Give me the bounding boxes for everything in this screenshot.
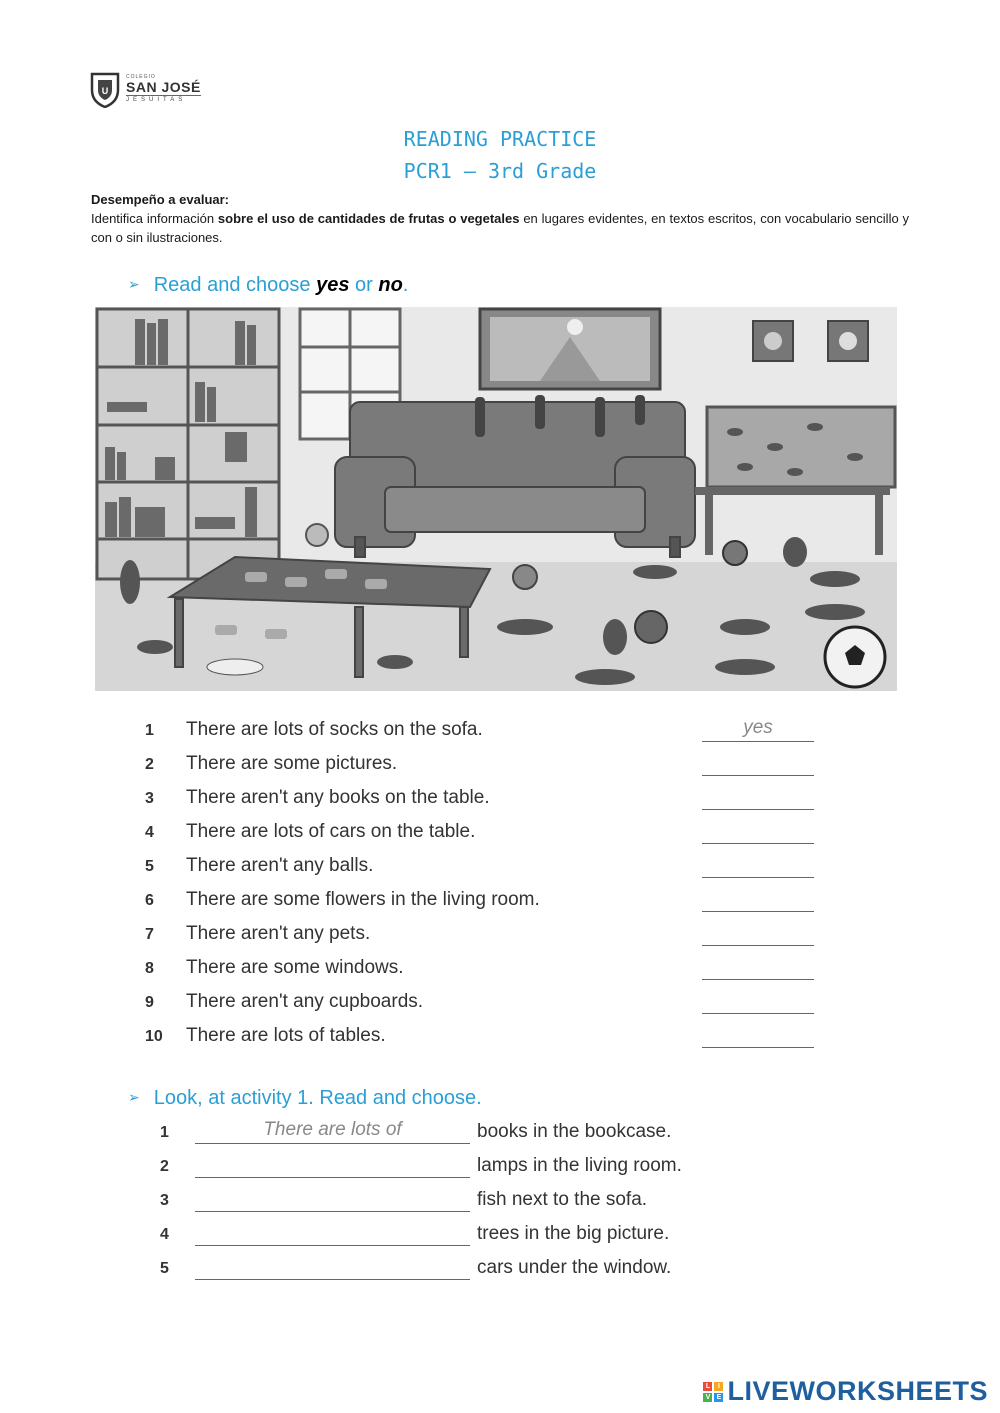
answer-field[interactable] [702,957,814,980]
item-text: There are lots of socks on the sofa. [186,719,483,740]
item-number: 2 [160,1158,169,1175]
item-number: 1 [160,1124,169,1141]
item-number: 5 [160,1260,169,1277]
liveworksheets-brand: LIVEWORKSHEETS [727,1376,988,1406]
list-item [145,821,825,851]
item-text: books in the bookcase. [477,1121,672,1142]
answer-field[interactable] [195,1189,470,1212]
school-logo [90,70,201,108]
item-number: 1 [145,722,154,739]
answer-field[interactable] [702,991,814,1014]
desempeno-text-part2: en lugares evidentes, en textos escritos, con vocabulario sencillo y con o sin ilustraciones. [91,211,910,245]
page-title: READING PRACTICE [403,127,597,151]
item-text: There are some windows. [186,957,404,978]
item-text: There are some pictures. [186,753,398,774]
answer-field[interactable] [702,1025,814,1048]
answer-field[interactable] [702,753,814,776]
answer-field[interactable] [702,821,814,844]
instruction-text: Look, at activity 1. Read and choose. [153,1087,482,1109]
list-item [160,1155,760,1185]
crest-icon [90,70,120,108]
list-item [160,1223,760,1253]
item-number: 4 [160,1226,169,1243]
desempeno-text-part1: Identifica información [91,211,218,226]
item-text: lamps in the living room. [477,1155,682,1176]
answer-field[interactable]: There are lots of [195,1121,470,1144]
answer-field[interactable] [702,889,814,912]
list-item [145,787,825,817]
item-text: There are some flowers in the living room. [186,889,540,910]
list-item [145,889,825,919]
instruction-yes: yes [316,274,350,296]
list-item [145,991,825,1021]
desempeno-heading: Desempeño a evaluar: [91,192,230,207]
answer-field[interactable]: yes [702,719,814,742]
list-item [145,1025,825,1055]
item-text: There are lots of tables. [186,1025,386,1046]
list-item [145,957,825,987]
item-number: 6 [145,892,154,909]
item-text: There are lots of cars on the table. [186,821,476,842]
grid-letter: V [703,1393,712,1402]
item-text: There aren't any books on the table. [186,787,490,808]
activity2-instruction [128,1087,482,1110]
item-text: There aren't any cupboards. [186,991,424,1012]
item-number: 10 [145,1028,163,1045]
instruction-or: or [349,274,379,296]
desempeno-text [91,209,909,247]
item-text: There aren't any balls. [186,855,374,876]
grid-letter: I [714,1382,723,1391]
answer-field[interactable] [195,1257,470,1280]
page-subtitle: PCR1 – 3rd Grade [403,159,597,183]
liveworksheets-grid-icon [703,1382,723,1402]
list-item [145,855,825,885]
logo-sub-text: JESUITAS [126,95,201,103]
item-text: There aren't any pets. [186,923,371,944]
list-item [145,753,825,783]
logo-name: SAN JOSÉ [126,79,201,95]
answer-field[interactable] [702,787,814,810]
item-text: cars under the window. [477,1257,672,1278]
list-item [160,1189,760,1219]
item-number: 7 [145,926,154,943]
item-number: 4 [145,824,154,841]
list-item [145,923,825,953]
big-picture [480,309,660,389]
logo-small-text: COLEGIO [126,74,156,80]
item-number: 8 [145,960,154,977]
desempeno-block [91,190,909,247]
instruction-dot: . [402,274,409,296]
item-number: 3 [160,1192,169,1209]
item-number: 3 [145,790,154,807]
item-number: 5 [145,858,154,875]
answer-field[interactable] [195,1155,470,1178]
item-number: 2 [145,756,154,773]
arrow-bullet-icon: ➢ [128,1089,140,1105]
answer-field[interactable] [702,923,814,946]
answer-field[interactable] [702,855,814,878]
grid-letter: E [714,1393,723,1402]
ball [306,524,328,546]
living-room-illustration [95,307,897,691]
list-item [160,1257,760,1287]
answer-field[interactable] [195,1223,470,1246]
item-text: fish next to the sofa. [477,1189,648,1210]
list-item [160,1121,760,1151]
svg-text:U: U [101,86,109,96]
item-number: 9 [145,994,154,1011]
activity1-instruction [128,274,408,297]
liveworksheets-logo [703,1376,988,1407]
instruction-no: no [378,274,403,296]
desempeno-text-bold: sobre el uso de cantidades de frutas o vegetales [217,211,520,226]
instruction-text: Read and choose [153,274,317,296]
grid-letter: L [703,1382,712,1391]
arrow-bullet-icon: ➢ [128,276,140,292]
list-item [145,719,825,749]
item-text: trees in the big picture. [477,1223,670,1244]
